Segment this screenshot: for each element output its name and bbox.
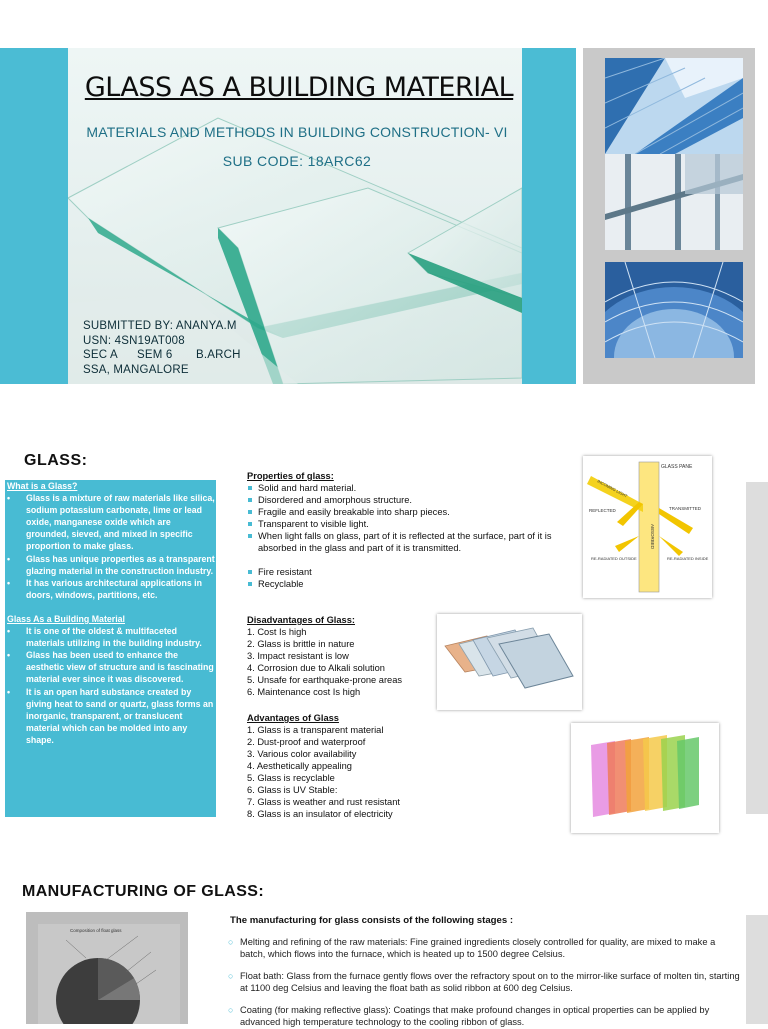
advantages-section xyxy=(247,712,447,820)
manufacturing-step: ○ Float bath: Glass from the furnace gently flows over the refractory spout on to the mirror-like surface of molten tin, starting at 1100 deg Celsius and leaving the float bath as solid ribbon at 600 deg Celsius. xyxy=(228,971,740,994)
diagram-label: INCOMING LIGHT xyxy=(596,478,629,499)
list-item: • It is an open hard substance created by giving heat to sand or quartz, glass forms an inorganic, transparent, or translucent material which can be molded into any shape. xyxy=(26,686,216,746)
diagram-label: REFLECTED xyxy=(589,508,616,513)
glass-facade-photo xyxy=(605,154,743,250)
light-diagram xyxy=(583,456,712,598)
presentation-title: GLASS AS A BUILDING MATERIAL xyxy=(84,72,514,103)
list-item: 5. Glass is recyclable xyxy=(247,773,335,783)
list-item: 8. Glass is an insulator of electricity xyxy=(247,809,393,819)
diagram-label: TRANSMITTED xyxy=(669,506,701,511)
list-item: • Glass has been used to enhance the aesthetic view of structure and is fascinating material ever since it was discovered. xyxy=(26,649,216,685)
glass-roof-photo xyxy=(605,262,743,358)
list-item: When light falls on glass, part of it is reflected at the surface, part of it is absorbed in the glass and part of it is transmitted. xyxy=(258,530,557,554)
slide-edge xyxy=(746,482,768,814)
list-item: • Glass has unique properties as a transparent glazing material in the construction industry. xyxy=(26,553,216,577)
subject-code: SUB CODE: 18ARC62 xyxy=(222,153,372,169)
list-item: 1. Glass is a transparent material xyxy=(247,725,384,735)
list-item: 3. Various color availability xyxy=(247,749,357,759)
list-item: 4. Aesthetically appealing xyxy=(247,761,352,771)
glass-panes-photo xyxy=(437,614,582,710)
what-is-list xyxy=(5,492,216,601)
disadvantages-heading: Disadvantages of Glass: xyxy=(247,615,355,625)
building-material-list xyxy=(5,625,216,746)
list-item: Disordered and amorphous structure. xyxy=(258,494,557,506)
semester: SEM 6 xyxy=(137,349,173,361)
usn: USN: 4SN19AT008 xyxy=(83,335,185,347)
list-item: 1. Cost Is high xyxy=(247,627,307,637)
diagram-label: RE-RADIATED INSIDE xyxy=(667,556,709,561)
bullet-icon: ○ xyxy=(228,971,234,981)
building-material-heading: Glass As a Building Material xyxy=(7,613,125,624)
glass-tower-photo xyxy=(605,58,743,154)
manufacturing-step: ○ Melting and refining of the raw materials: Fine grained ingredients closely controlled for quality, are mixed to make a batch, which flows into the furnace, which is heated up to 1500 degree Celsius. xyxy=(228,937,716,960)
list-item: Solid and hard material. xyxy=(258,482,557,494)
what-is-heading: What is a Glass? xyxy=(7,481,78,491)
manufacturing-step: ○ Coating (for making reflective glass): Coatings that make profound changes in optical properties can be applied by advanced high temperature technology to the cooling ribbon of glass. xyxy=(228,1005,710,1028)
course-subtitle: MATERIALS AND METHODS IN BUILDING CONSTRUCTION- VI xyxy=(86,124,508,140)
list-item: Fragile and easily breakable into sharp pieces. xyxy=(258,506,557,518)
properties-heading: Properties of glass: xyxy=(247,471,334,481)
glass-info-box xyxy=(5,480,216,817)
bullet-icon: ○ xyxy=(228,937,234,947)
chart-title: Composition of float glass xyxy=(70,928,122,933)
course: B.ARCH xyxy=(196,349,241,361)
diagram-label: ABSORBED xyxy=(650,524,655,550)
diagram-label: RE-RADIATED OUTSIDE xyxy=(591,556,637,561)
properties-list-2 xyxy=(247,566,557,590)
bullet-icon: ○ xyxy=(228,1005,234,1015)
list-item: 2. Glass is brittle in nature xyxy=(247,639,355,649)
list-item: Transparent to visible light. xyxy=(258,518,557,530)
list-item: • It has various architectural applications in doors, windows, partitions, etc. xyxy=(26,577,216,601)
properties-section xyxy=(247,470,557,590)
list-item: 2. Dust-proof and waterproof xyxy=(247,737,366,747)
right-accent-bar xyxy=(522,48,576,384)
list-item: 3. Impact resistant is low xyxy=(247,651,349,661)
manufacturing-heading: MANUFACTURING OF GLASS: xyxy=(22,883,265,900)
disadvantages-section xyxy=(247,614,437,698)
diagram-label: GLASS PANE xyxy=(661,464,693,470)
college: SSA, MANGALORE xyxy=(83,364,189,376)
colored-glass-photo xyxy=(571,723,719,833)
slide-edge xyxy=(746,915,768,1024)
list-item: 7. Glass is weather and rust resistant xyxy=(247,797,400,807)
list-item: • Glass is a mixture of raw materials like silica, sodium potassium carbonate, lime or lead oxide, manganese oxide which are grounded, sieved, and mixed in specific proportion to make glass. xyxy=(26,492,216,552)
list-item: Recyclable xyxy=(258,578,557,590)
section: SEC A xyxy=(83,349,118,361)
glass-heading: GLASS: xyxy=(24,452,88,469)
list-item: Fire resistant xyxy=(258,566,557,578)
list-item: 6. Glass is UV Stable: xyxy=(247,785,338,795)
manufacturing-intro: The manufacturing for glass consists of the following stages : xyxy=(230,915,514,926)
list-item: 6. Maintenance cost Is high xyxy=(247,687,361,697)
submitted-by: SUBMITTED BY: ANANYA.M xyxy=(83,320,237,332)
list-item: 4. Corrosion due to Alkali solution xyxy=(247,663,385,673)
list-item: 5. Unsafe for earthquake-prone areas xyxy=(247,675,403,685)
left-accent-bar xyxy=(0,48,68,384)
list-item: • It is one of the oldest & multifaceted materials utilizing in the building industry. xyxy=(26,625,216,649)
float-glass-composition-figure xyxy=(26,912,188,1024)
properties-list xyxy=(247,482,557,554)
advantages-heading: Advantages of Glass xyxy=(247,713,339,723)
